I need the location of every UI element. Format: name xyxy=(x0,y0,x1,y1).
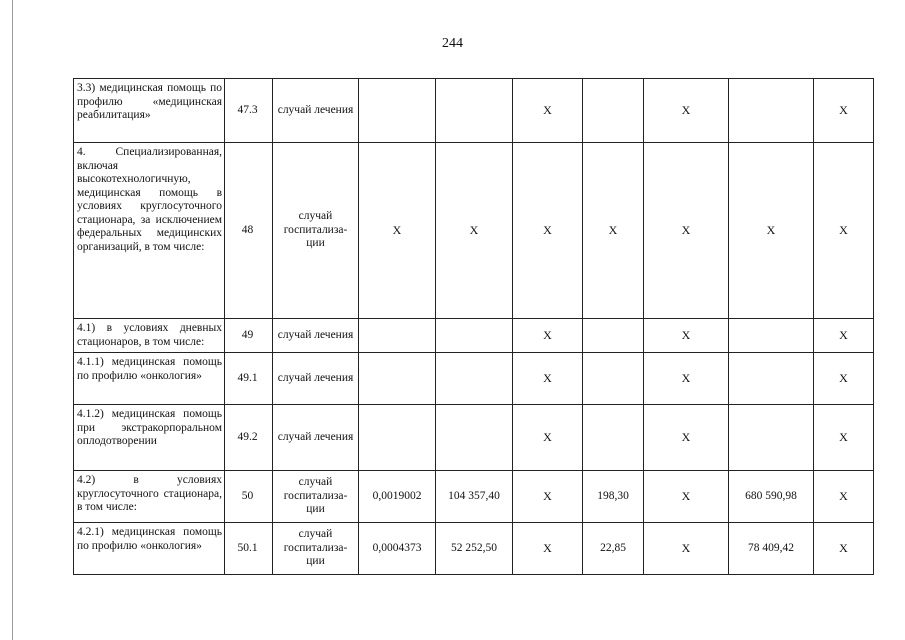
row-cell xyxy=(583,319,644,353)
row-unit: случай госпитализа-ции xyxy=(273,471,359,523)
row-cell: X xyxy=(814,523,874,575)
row-cell xyxy=(729,319,814,353)
page-edge-line xyxy=(12,0,13,640)
row-cell xyxy=(359,353,436,405)
row-name: 4.1) в условиях дневных стационаров, в том числе: xyxy=(74,319,225,353)
data-table xyxy=(73,78,874,575)
row-cell xyxy=(583,405,644,471)
row-cell: 680 590,98 xyxy=(729,471,814,523)
row-code: 50 xyxy=(225,471,273,523)
row-cell: X xyxy=(644,405,729,471)
row-code: 49.2 xyxy=(225,405,273,471)
row-cell: X xyxy=(513,405,583,471)
row-cell xyxy=(436,79,513,143)
row-name: 4.2.1) медицинская помощь по профилю «онкология» xyxy=(74,523,225,575)
row-cell: X xyxy=(644,471,729,523)
row-cell: X xyxy=(513,353,583,405)
row-cell: X xyxy=(644,143,729,319)
table-row xyxy=(74,79,874,143)
row-cell: 52 252,50 xyxy=(436,523,513,575)
row-cell: X xyxy=(814,79,874,143)
row-cell: 78 409,42 xyxy=(729,523,814,575)
row-cell: 0,0004373 xyxy=(359,523,436,575)
row-cell xyxy=(729,79,814,143)
row-code: 48 xyxy=(225,143,273,319)
row-code: 49 xyxy=(225,319,273,353)
row-cell: X xyxy=(644,79,729,143)
table-row xyxy=(74,353,874,405)
row-unit: случай лечения xyxy=(273,353,359,405)
row-cell: X xyxy=(729,143,814,319)
row-cell: X xyxy=(644,319,729,353)
row-cell xyxy=(359,319,436,353)
row-cell: X xyxy=(814,143,874,319)
table-row xyxy=(74,405,874,471)
row-cell: 104 357,40 xyxy=(436,471,513,523)
row-cell: X xyxy=(644,523,729,575)
row-cell xyxy=(583,79,644,143)
row-cell: X xyxy=(814,405,874,471)
row-cell xyxy=(583,353,644,405)
row-cell xyxy=(436,319,513,353)
row-cell xyxy=(729,353,814,405)
row-cell: X xyxy=(359,143,436,319)
row-cell: X xyxy=(436,143,513,319)
row-unit: случай лечения xyxy=(273,79,359,143)
row-cell xyxy=(729,405,814,471)
row-name: 4.1.1) медицинская помощь по профилю «онкология» xyxy=(74,353,225,405)
page-number: 244 xyxy=(442,36,463,51)
row-cell: X xyxy=(513,143,583,319)
row-cell: X xyxy=(814,319,874,353)
row-unit: случай госпитализа-ции xyxy=(273,523,359,575)
table-body xyxy=(74,79,874,575)
row-cell xyxy=(436,405,513,471)
row-cell xyxy=(359,79,436,143)
row-cell: X xyxy=(513,319,583,353)
row-name: 4.2) в условиях круглосуточного стационара, в том числе: xyxy=(74,471,225,523)
row-cell xyxy=(436,353,513,405)
table-row xyxy=(74,143,874,319)
row-name: 4.1.2) медицинская помощь при экстракорпоральном оплодотворении xyxy=(74,405,225,471)
row-unit: случай госпитализа-ции xyxy=(273,143,359,319)
row-cell: X xyxy=(513,523,583,575)
row-cell: 0,0019002 xyxy=(359,471,436,523)
row-cell: 22,85 xyxy=(583,523,644,575)
row-name: 4. Специализированная, включая высокотехнологичную, медицинская помощь в условиях круглосуточного стационара, за исключением федеральных медицинских организаций, в том числе: xyxy=(74,143,225,319)
row-name: 3.3) медицинская помощь по профилю «медицинская реабилитация» xyxy=(74,79,225,143)
row-cell: X xyxy=(513,471,583,523)
row-code: 50.1 xyxy=(225,523,273,575)
row-unit: случай лечения xyxy=(273,405,359,471)
row-cell: X xyxy=(644,353,729,405)
table-row xyxy=(74,523,874,575)
row-code: 47.3 xyxy=(225,79,273,143)
table-row xyxy=(74,319,874,353)
row-cell xyxy=(359,405,436,471)
row-cell: X xyxy=(513,79,583,143)
table-row xyxy=(74,471,874,523)
row-cell: X xyxy=(814,471,874,523)
row-code: 49.1 xyxy=(225,353,273,405)
row-cell: X xyxy=(814,353,874,405)
row-cell: 198,30 xyxy=(583,471,644,523)
row-unit: случай лечения xyxy=(273,319,359,353)
row-cell: X xyxy=(583,143,644,319)
